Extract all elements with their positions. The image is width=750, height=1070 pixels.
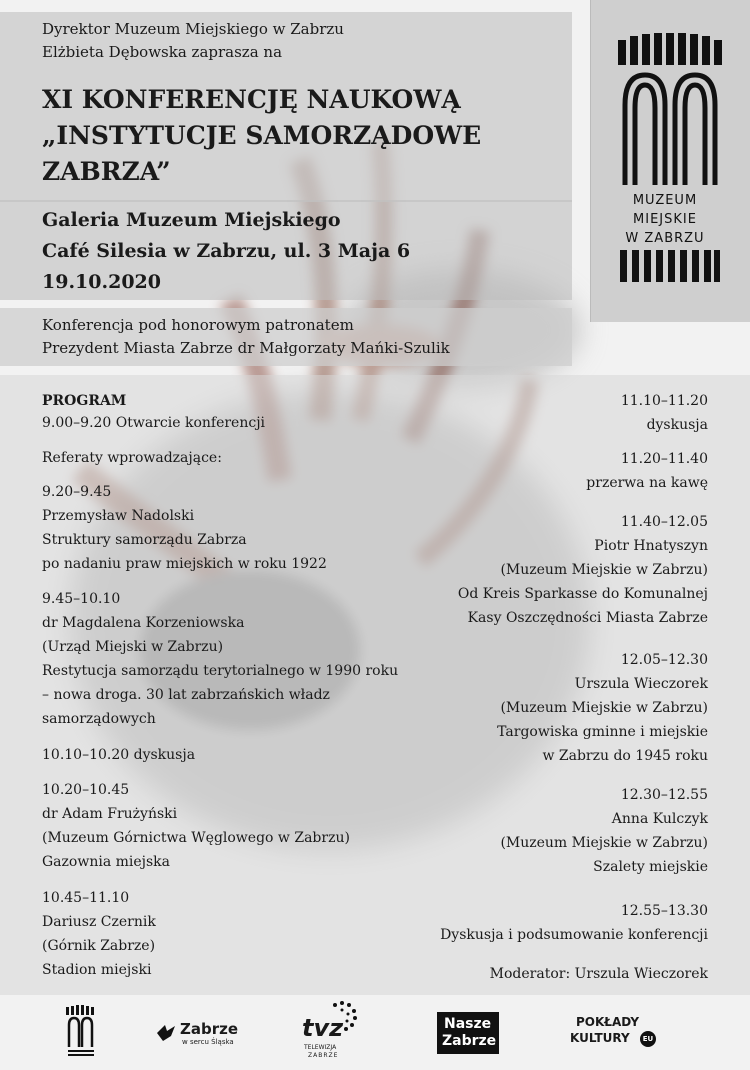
affiliation: (Muzeum Miejskie w Zabrzu) — [500, 700, 708, 716]
tvz-logo — [300, 1000, 360, 1064]
speaker: dr Magdalena Korzeniowska — [42, 615, 245, 631]
zabrze-flame-icon — [155, 1022, 177, 1044]
program-time: 12.55–13.30 — [620, 903, 708, 919]
nasze-logo-text-2: Zabrze — [442, 1033, 497, 1049]
title-line-3: ZABRZA” — [42, 157, 171, 186]
title-line-1: XI KONFERENCJĘ NAUKOWĄ — [42, 85, 461, 114]
logo-text-3: W ZABRZU — [625, 231, 705, 246]
speaker: Dariusz Czernik — [42, 914, 156, 930]
program-intro: Referaty wprowadzające: — [42, 450, 222, 466]
program-time: 11.20–11.40 — [620, 451, 708, 467]
affiliation: (Górnik Zabrze) — [42, 938, 156, 954]
talk-title: Targowiska gminne i miejskie — [497, 724, 708, 740]
zabrze-logo-subtext: w sercu Śląska — [182, 1038, 234, 1046]
talk-title: po nadaniu praw miejskich w roku 1922 — [42, 556, 327, 572]
museum-logo-icon — [615, 30, 725, 190]
affiliation: (Urząd Miejski w Zabrzu) — [42, 639, 224, 655]
zabrze-city-logo — [155, 1020, 255, 1050]
talk-title: samorządowych — [42, 711, 156, 727]
talk-title: Kasy Oszczędności Miasta Zabrze — [467, 610, 708, 626]
program-time: 10.20–10.45 — [42, 782, 130, 798]
logo-text-1: MUZEUM — [632, 193, 698, 208]
talk-title: w Zabrzu do 1945 roku — [542, 748, 708, 764]
venue-line-1: Galeria Muzeum Miejskiego — [42, 209, 341, 231]
talk-title: Od Kreis Sparkasse do Komunalnej — [457, 586, 708, 602]
museum-small-logo-icon — [65, 1005, 97, 1060]
affiliation: (Muzeum Miejskie w Zabrzu) — [500, 835, 708, 851]
speaker: Urszula Wieczorek — [574, 676, 708, 692]
speaker: Przemysław Nadolski — [42, 508, 195, 524]
logo-text-2: MIEJSKIE — [633, 212, 697, 227]
venue-line-2: Café Silesia w Zabrzu, ul. 3 Maja 6 — [42, 240, 411, 262]
eu-badge: EU — [640, 1031, 656, 1047]
program-time: 10.45–11.10 — [42, 890, 130, 906]
patronage-line-2: Prezydent Miasta Zabrze dr Małgorzaty Mańki-Szulik — [42, 339, 450, 357]
zabrze-logo-text: Zabrze — [180, 1020, 239, 1038]
speaker: Piotr Hnatyszyn — [594, 538, 708, 554]
header-line-1: Dyrektor Muzeum Miejskiego w Zabrzu — [42, 20, 344, 38]
talk-title: Gazownia miejska — [42, 854, 171, 870]
affiliation: (Muzeum Górnictwa Węglowego w Zabrzu) — [42, 830, 350, 846]
tvz-logo-subtext-2: ZABRZE — [308, 1052, 339, 1059]
program-time: 12.05–12.30 — [620, 652, 708, 668]
program-time: 11.40–12.05 — [620, 514, 708, 530]
nasze-logo-text-1: Nasze — [444, 1016, 492, 1032]
program-time: 9.20–9.45 — [42, 484, 112, 500]
poklady-logo-text-2: KULTURY — [570, 1031, 630, 1045]
talk-title: Szalety miejskie — [593, 859, 708, 875]
speaker: Anna Kulczyk — [611, 811, 708, 827]
moderator: Moderator: Urszula Wieczorek — [489, 966, 708, 982]
speaker: dr Adam Frużyński — [42, 806, 178, 822]
patronage-line-1: Konferencja pod honorowym patronatem — [42, 316, 354, 334]
header-line-2: Elżbieta Dębowska zaprasza na — [42, 43, 283, 61]
title-line-2: „INSTYTUCJE SAMORZĄDOWE — [42, 121, 482, 150]
nasze-zabrze-logo — [437, 1012, 499, 1054]
tvz-logo-text: tvz — [302, 1014, 344, 1042]
talk-title: Restytucja samorządu terytorialnego w 1990 roku — [42, 663, 399, 679]
tvz-logo-subtext-1: TELEWIZJA — [304, 1044, 337, 1051]
talk-title: Struktury samorządu Zabrza — [42, 532, 247, 548]
affiliation: (Muzeum Miejskie w Zabrzu) — [500, 562, 708, 578]
program-time: 12.30–12.55 — [620, 787, 708, 803]
poklady-logo-text-1: POKŁADY — [576, 1015, 640, 1029]
program-time: 11.10–11.20 — [620, 393, 708, 409]
program-opening: 9.00–9.20 Otwarcie konferencji — [42, 415, 266, 431]
program-heading: PROGRAM — [42, 393, 127, 409]
program-closing: Dyskusja i podsumowanie konferencji — [440, 927, 708, 943]
talk-title: Stadion miejski — [42, 962, 152, 978]
program-break: dyskusja — [646, 417, 708, 433]
poklady-kultury-logo — [568, 1013, 668, 1053]
program-time: 10.10–10.20 dyskusja — [42, 747, 196, 763]
logo-columns-icon — [618, 250, 722, 282]
event-date: 19.10.2020 — [42, 271, 161, 293]
talk-title: – nowa droga. 30 lat zabrzańskich władz — [42, 687, 330, 703]
program-time: 9.45–10.10 — [42, 591, 121, 607]
program-break: przerwa na kawę — [586, 475, 708, 491]
